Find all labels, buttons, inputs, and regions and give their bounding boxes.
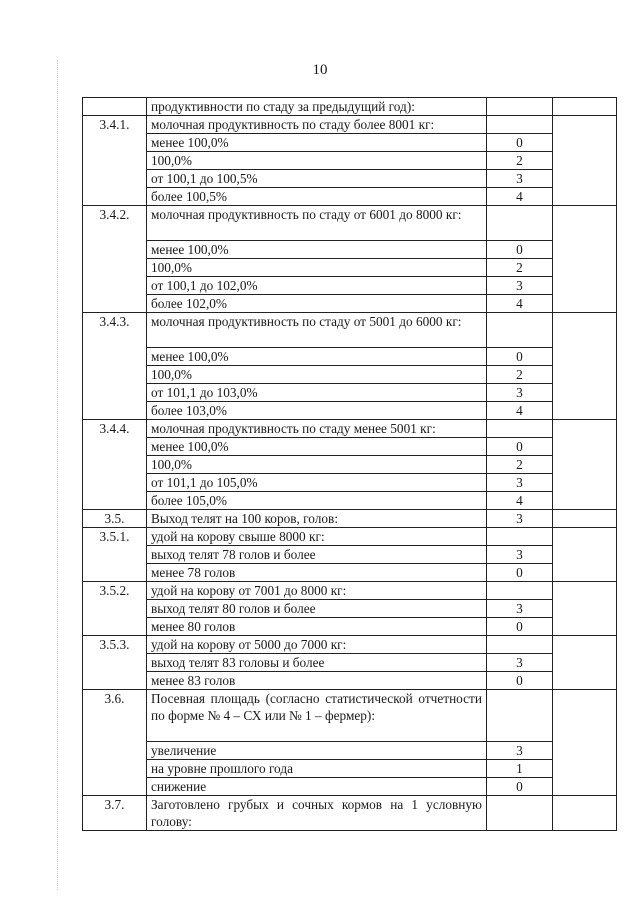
- row-score: [487, 582, 553, 600]
- row-text: менее 80 голов: [147, 618, 487, 636]
- row-text: Заготовлено грубых и сочных кормов на 1 условную голову:: [147, 796, 487, 831]
- row-score: 4: [487, 402, 553, 420]
- row-text: от 101,1 до 105,0%: [147, 474, 487, 492]
- row-score: 3: [487, 384, 553, 402]
- table-row: [83, 600, 617, 618]
- table-row: [83, 778, 617, 796]
- table-row: [83, 438, 617, 456]
- row-text: 100,0%: [147, 366, 487, 384]
- row-text: более 100,5%: [147, 188, 487, 206]
- table-row: [83, 152, 617, 170]
- row-number: 3.4.1.: [83, 116, 147, 206]
- table-row: [83, 760, 617, 778]
- table-row: [83, 241, 617, 259]
- row-text: от 101,1 до 103,0%: [147, 384, 487, 402]
- table-row: [83, 690, 617, 742]
- row-number: 3.4.2.: [83, 206, 147, 313]
- row-text: Выход телят на 100 коров, голов:: [147, 510, 487, 528]
- table-row: [83, 742, 617, 760]
- table-row: [83, 134, 617, 152]
- table-row: [83, 402, 617, 420]
- row-text: 100,0%: [147, 456, 487, 474]
- row-score: [487, 636, 553, 654]
- table-row: [83, 492, 617, 510]
- row-number: 3.5.2.: [83, 582, 147, 636]
- row-number: 3.5.3.: [83, 636, 147, 690]
- table-row: [83, 188, 617, 206]
- row-extra: [553, 796, 617, 831]
- row-score: 4: [487, 188, 553, 206]
- row-text: молочная продуктивность по стаду от 5001 до 6000 кг:: [147, 313, 487, 348]
- row-text: Посевная площадь (согласно статистической отчетности по форме № 4 – СХ или № 1 – фермер):: [147, 690, 487, 742]
- row-extra: [553, 528, 617, 582]
- table-row: [83, 170, 617, 188]
- row-score: 3: [487, 510, 553, 528]
- row-score: 0: [487, 348, 553, 366]
- row-text: продуктивности по стаду за предыдущий год):: [147, 98, 487, 116]
- row-extra: [553, 636, 617, 690]
- row-score: 0: [487, 778, 553, 796]
- row-score: 3: [487, 170, 553, 188]
- row-score: 2: [487, 259, 553, 277]
- table-row: [83, 618, 617, 636]
- row-text: от 100,1 до 100,5%: [147, 170, 487, 188]
- row-text: увеличение: [147, 742, 487, 760]
- row-score: 2: [487, 366, 553, 384]
- table-row: [83, 277, 617, 295]
- row-number: 3.4.3.: [83, 313, 147, 420]
- table-row: [83, 116, 617, 134]
- table-row: [83, 384, 617, 402]
- row-score: 0: [487, 564, 553, 582]
- table-row: [83, 295, 617, 313]
- table-row: [83, 582, 617, 600]
- row-text: молочная продуктивность по стаду более 8001 кг:: [147, 116, 487, 134]
- table-row: [83, 348, 617, 366]
- row-number: 3.5.: [83, 510, 147, 528]
- row-score: 3: [487, 600, 553, 618]
- row-score: 2: [487, 152, 553, 170]
- table-row: [83, 259, 617, 277]
- table-row: [83, 546, 617, 564]
- row-score: 0: [487, 241, 553, 259]
- row-score: [487, 796, 553, 831]
- row-score: [487, 690, 553, 742]
- row-text: менее 100,0%: [147, 241, 487, 259]
- table-row: [83, 420, 617, 438]
- row-text: молочная продуктивность по стаду менее 5001 кг:: [147, 420, 487, 438]
- row-text: менее 100,0%: [147, 348, 487, 366]
- row-score: 3: [487, 546, 553, 564]
- row-score: 4: [487, 492, 553, 510]
- row-extra: [553, 510, 617, 528]
- table-row: [83, 672, 617, 690]
- row-score: 0: [487, 618, 553, 636]
- row-text: более 102,0%: [147, 295, 487, 313]
- row-text: более 105,0%: [147, 492, 487, 510]
- row-score: 0: [487, 134, 553, 152]
- row-score: 3: [487, 654, 553, 672]
- row-extra: [553, 690, 617, 796]
- row-number: 3.4.4.: [83, 420, 147, 510]
- row-text: менее 78 голов: [147, 564, 487, 582]
- criteria-table: [82, 97, 617, 831]
- row-text: выход телят 80 голов и более: [147, 600, 487, 618]
- row-score: 2: [487, 456, 553, 474]
- table-row: [83, 366, 617, 384]
- row-score: 4: [487, 295, 553, 313]
- row-score: 0: [487, 438, 553, 456]
- row-text: удой на корову от 5000 до 7000 кг:: [147, 636, 487, 654]
- row-score: [487, 116, 553, 134]
- row-number: 3.7.: [83, 796, 147, 831]
- row-extra: [553, 98, 617, 116]
- row-text: выход телят 78 голов и более: [147, 546, 487, 564]
- table-row: [83, 474, 617, 492]
- row-score: [487, 98, 553, 116]
- row-number: [83, 98, 147, 116]
- row-extra: [553, 206, 617, 313]
- table-row: [83, 564, 617, 582]
- row-score: [487, 420, 553, 438]
- row-score: 0: [487, 672, 553, 690]
- row-extra: [553, 313, 617, 420]
- table-row: [83, 98, 617, 116]
- table-row: [83, 528, 617, 546]
- row-text: удой на корову от 7001 до 8000 кг:: [147, 582, 487, 600]
- table-row: [83, 313, 617, 348]
- row-text: 100,0%: [147, 152, 487, 170]
- row-text: выход телят 83 головы и более: [147, 654, 487, 672]
- row-number: 3.5.1.: [83, 528, 147, 582]
- row-text: снижение: [147, 778, 487, 796]
- row-score: 1: [487, 760, 553, 778]
- row-number: 3.6.: [83, 690, 147, 796]
- row-text: от 100,1 до 102,0%: [147, 277, 487, 295]
- row-extra: [553, 116, 617, 206]
- row-text: на уровне прошлого года: [147, 760, 487, 778]
- row-score: 3: [487, 277, 553, 295]
- row-text: 100,0%: [147, 259, 487, 277]
- binding-margin-marks: [57, 60, 58, 890]
- row-score: 3: [487, 474, 553, 492]
- row-text: менее 83 голов: [147, 672, 487, 690]
- row-text: удой на корову свыше 8000 кг:: [147, 528, 487, 546]
- table-row: [83, 654, 617, 672]
- row-extra: [553, 582, 617, 636]
- table-row: [83, 510, 617, 528]
- table-row: [83, 636, 617, 654]
- page-number: 10: [312, 62, 328, 78]
- row-text: более 103,0%: [147, 402, 487, 420]
- table-row: [83, 456, 617, 474]
- row-score: [487, 206, 553, 241]
- row-extra: [553, 420, 617, 510]
- row-score: [487, 313, 553, 348]
- table-row: [83, 796, 617, 831]
- row-score: 3: [487, 742, 553, 760]
- row-score: [487, 528, 553, 546]
- row-text: молочная продуктивность по стаду от 6001 до 8000 кг:: [147, 206, 487, 241]
- table-row: [83, 206, 617, 241]
- row-text: менее 100,0%: [147, 438, 487, 456]
- row-text: менее 100,0%: [147, 134, 487, 152]
